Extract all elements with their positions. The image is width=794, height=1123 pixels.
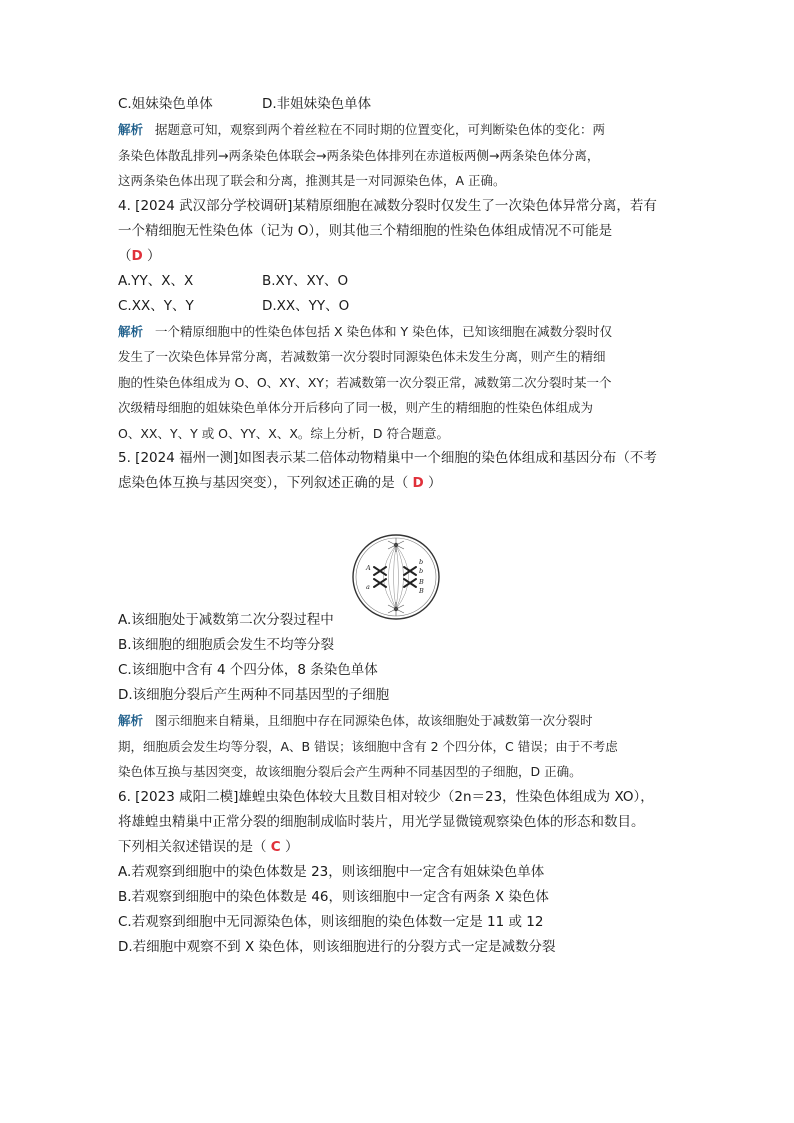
explanation-line: 一个精原细胞中的性染色体包括 X 染色体和 Y 染色体，已知该细胞在减数分裂时仅: [155, 323, 613, 339]
spindle-fibers: [384, 545, 409, 609]
q4-answer-line: [118, 244, 683, 269]
q3-options-cd: [118, 92, 683, 117]
explanation-line: 次级精母细胞的姐妹染色单体分开后移向了同一极，则产生的精细胞的性染色体组成为: [118, 400, 594, 415]
q4-option-a: A.YY、X、X: [118, 272, 194, 289]
explanation-line: 胞的性染色体组成为 O、O、XY、XY；若减数第一次分裂正常，减数第二次分裂时某一个: [118, 374, 612, 390]
answer-paren-close: ）: [280, 838, 299, 855]
answer-paren-open: （: [118, 247, 132, 264]
q3-option-d: D.非姐妹染色单体: [262, 96, 372, 112]
q5-answer: D: [412, 475, 424, 491]
q4-stem-line: 4. [2024 武汉部分学校调研]某精原细胞在减数分裂时仅发生了一次染色体异常分离，若有: [118, 197, 657, 214]
q4-option-c: C.XX、Y、Y: [118, 297, 194, 314]
explanation-line: 图示细胞来自精巢，且细胞中存在同源染色体，故该细胞处于减数第一次分裂时: [155, 713, 593, 728]
explanation-tag: 解析: [118, 713, 144, 728]
explanation-line: O、XX、Y、Y 或 O、YY、X、X。综上分析，D 符合题意。: [118, 425, 450, 441]
answer-paren-close: ）: [142, 247, 161, 264]
gene-label: B: [419, 587, 424, 595]
q4-option-d: D.XX、YY、O: [262, 297, 350, 314]
q5-explanation: [118, 708, 683, 785]
q4-explanation: [118, 319, 683, 447]
q4-stem-line: 一个精细胞无性染色体（记为 O），则其他三个精细胞的性染色体组成情况不可能是: [118, 222, 613, 239]
explanation-line: 期，细胞质会发生均等分裂，A、B 错误；该细胞中含有 2 个四分体，C 错误；由于不考虑: [118, 738, 618, 754]
q6-stem-line: 6. [2023 咸阳二模]雄蝗虫染色体较大且数目相对较少（2n＝23，性染色体组成为 XO），: [118, 788, 654, 805]
q3-option-c: C.姐妹染色单体: [118, 96, 213, 112]
q3-explanation: [118, 117, 683, 194]
q6-option-a: A.若观察到细胞中的染色体数是 23，则该细胞中一定含有姐妹染色单体: [118, 863, 545, 880]
explanation-line: 染色体互换与基因突变，故该细胞分裂后会产生两种不同基因型的子细胞，D 正确。: [118, 764, 582, 779]
q6-stem-line: 将雄蝗虫精巢中正常分裂的细胞制成临时装片，用光学显微镜观察染色体的形态和数目。: [118, 813, 645, 830]
q5-stem-line: 5. [2024 福州一测]如图表示某二倍体动物精巢中一个细胞的染色体组成和基因分布（不考: [118, 450, 657, 466]
explanation-line: 条染色体散乱排列→两条染色体联会→两条染色体排列在赤道板两侧→两条染色体分离，: [118, 147, 600, 163]
q6-option-b: B.若观察到细胞中的染色体数是 46，则该细胞中一定含有两条 X 染色体: [118, 888, 549, 905]
q6-answer: C: [270, 838, 281, 855]
answer-paren-close: ）: [423, 475, 442, 491]
q5-stem-line: 虑染色体互换与基因突变），下列叙述正确的是（ D ）: [118, 475, 442, 491]
q6-option-c: C.若观察到细胞中无同源染色体，则该细胞的染色体数一定是 11 或 12: [118, 913, 544, 930]
gene-label: B: [419, 578, 424, 586]
explanation-line: 据题意可知，观察到两个着丝粒在不同时期的位置变化，可判断染色体的变化：两: [155, 122, 606, 137]
q5-option-c: C.该细胞中含有 4 个四分体，8 条染色单体: [118, 662, 378, 678]
explanation-tag: 解析: [118, 122, 144, 137]
q4-answer: D: [131, 247, 143, 264]
q5-option-d: D.该细胞分裂后产生两种不同基因型的子细胞: [118, 687, 390, 703]
gene-label: b: [419, 558, 424, 566]
gene-label: A: [366, 564, 371, 572]
gene-label: a: [366, 583, 370, 591]
q4-options-cd: [118, 294, 683, 319]
explanation-line: 这两条染色体出现了联会和分离，推测其是一对同源染色体，A 正确。: [118, 173, 506, 188]
right-chromosome-pair: [404, 567, 416, 587]
question-page: [118, 92, 683, 960]
q6-option-d: D.若细胞中观察不到 X 染色体，则该细胞进行的分裂方式一定是减数分裂: [118, 938, 556, 955]
q4-options-ab: [118, 269, 683, 294]
centrosome-top: [388, 538, 404, 552]
gene-label: b: [419, 567, 424, 575]
cell-diagram: [351, 533, 441, 621]
q4-option-b: B.XY、XY、O: [262, 272, 349, 289]
explanation-line: 发生了一次染色体异常分离，若减数第一次分裂时同源染色体未发生分离，则产生的精细: [118, 349, 606, 364]
q6-stem-line: 下列相关叙述错误的是（ C ）: [118, 838, 299, 855]
q5-option-b: B.该细胞的细胞质会发生不均等分裂: [118, 637, 335, 653]
q5-option-a: A.该细胞处于减数第二次分裂过程中: [118, 612, 334, 628]
centrosome-bottom: [388, 602, 404, 616]
explanation-tag: 解析: [118, 323, 144, 339]
